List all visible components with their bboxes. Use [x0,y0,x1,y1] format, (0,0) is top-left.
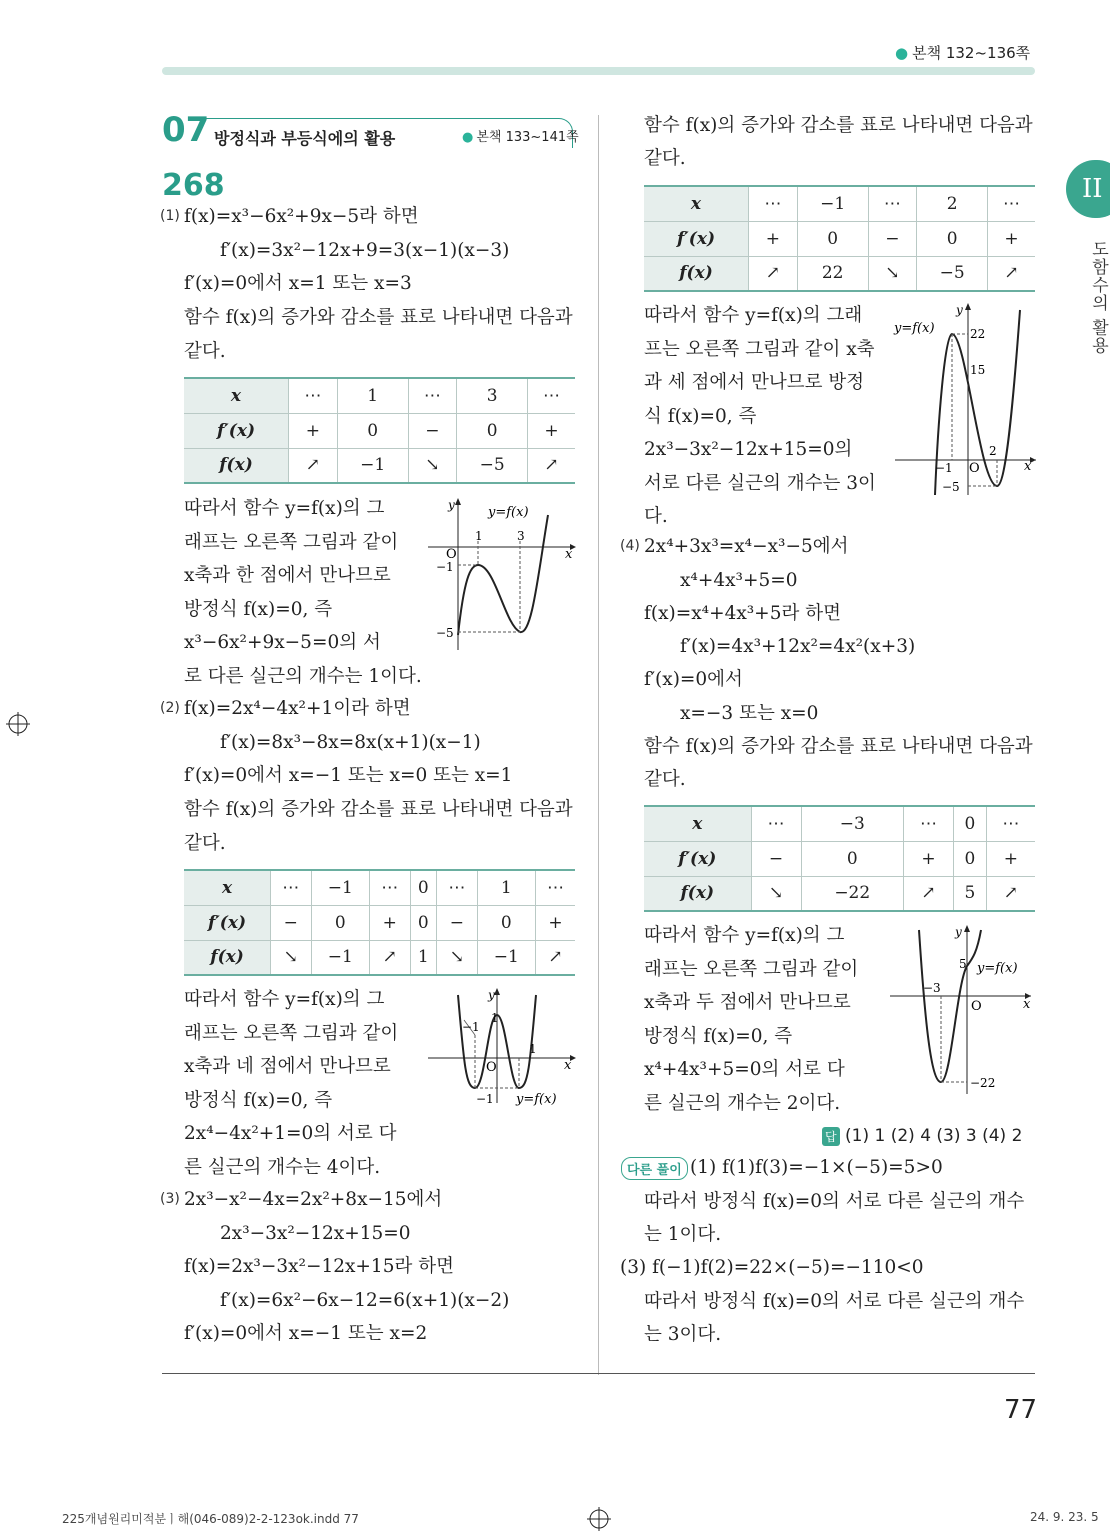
graph-1-x-label: x [565,547,573,562]
footer-date: 24. 9. 23. 5 [1030,1510,1099,1524]
text-line: x=−3 또는 x=0 [680,703,819,724]
text-line: 함수 f(x)의 증가와 감소를 표로 나타내면 다음과 [644,736,1033,757]
footer-file: 225개념원리미적분ㅣ해(046-089)2-2-123ok.indd 77 [62,1512,359,1526]
text-line: 따라서 함수 y=f(x)의 그래 [644,305,863,326]
table-cell: ↗ [986,876,1035,911]
text-line: 같다. [644,769,686,790]
table-cell: ↗ [528,448,576,483]
table-row [184,378,575,413]
table-cell: −5 [457,448,528,483]
column-divider [598,115,599,1375]
text-line: 래프는 오른쪽 그림과 같이 [184,531,399,553]
text-line: 방정식 f(x)=0, 즉 [184,598,333,620]
table-cell: + [370,905,410,940]
graph-3-tick-15: 15 [970,363,986,377]
graph-1-tick-m1: −1 [436,560,454,574]
table-cell: −1 [311,870,370,905]
table-cell: ⋯ [437,870,477,905]
text-line: 식 f(x)=0, 즉 [644,405,757,427]
variation-table-4 [644,805,1035,912]
chapter-label: 도함수의 활용 [1088,240,1108,355]
table-cell: ⋯ [408,378,457,413]
table-cell: − [437,905,477,940]
table-cell: ⋯ [988,186,1036,221]
table-row [184,940,575,975]
table-cell: + [749,221,798,256]
graph-2-label-1: 1 [491,1011,499,1025]
text-line: 함수 f(x)의 증가와 감소를 표로 나타내면 다음과 [184,799,573,820]
table-cell: −5 [917,256,988,291]
part-4-label: (4) [620,538,640,554]
table-cell: ⋯ [528,378,576,413]
table-row-header: f′(x) [184,905,271,940]
section-reference: ● 본책 133~141쪽 [462,130,579,145]
text-line: x³−6x²+9x−5=0의 서 [184,632,381,653]
table-cell: 0 [457,413,528,448]
text-line: 서로 다른 실근의 개수는 3이 [644,472,876,494]
table-cell: ↘ [437,940,477,975]
graph-3-fn-label: y=f(x) [894,321,935,336]
table-cell: 0 [797,221,868,256]
table-cell: + [528,413,576,448]
registration-mark-icon [6,712,30,736]
table-cell: −1 [337,448,408,483]
text-line: f′(x)=8x³−8x=8x(x+1)(x−1) [220,732,481,753]
text-line: f(x)=x⁴+4x³+5라 하면 [644,603,841,624]
alt-solution-badge: 다른 풀이 [621,1157,688,1180]
table-cell: ⋯ [751,806,801,841]
graph-4-fn-label: y=f(x) [977,961,1018,976]
text-line: 2x⁴+3x³=x⁴−x³−5에서 [644,536,849,557]
table-cell: ⋯ [749,186,798,221]
graph-4 [885,922,1035,1097]
text-line: 따라서 함수 y=f(x)의 그 [644,925,845,946]
table-row [184,870,575,905]
text-line: 래프는 오른쪽 그림과 같이 [184,1022,399,1044]
table-cell: 2 [917,186,988,221]
graph-2-y-label: y [488,988,495,1002]
answer-line [822,1126,1022,1146]
table-row-header: f(x) [644,256,749,291]
table-cell: ↘ [408,448,457,483]
graph-1-tick-1: 1 [475,529,483,543]
graph-4-origin: O [971,999,982,1014]
graph-1-tick-m5: −5 [436,626,454,640]
text-line: x축과 두 점에서 만나므로 [644,992,851,1013]
table-cell: 1 [410,940,437,975]
table-cell: ⋯ [536,870,575,905]
table-cell: −3 [801,806,903,841]
text-line: 함수 f(x)의 증가와 감소를 표로 나타내면 다음과 [644,115,1033,136]
text-line: 른 실근의 개수는 2이다. [644,1092,841,1114]
table-row-header: f(x) [184,940,271,975]
text-line: f′(x)=4x³+12x²=4x²(x+3) [680,636,916,657]
text-line: 래프는 오른쪽 그림과 같이 [644,958,859,980]
graph-1-tick-3: 3 [517,529,525,543]
table-cell: ↗ [988,256,1036,291]
part-2-label: (2) [160,700,180,716]
text-line: f′(x)=0에서 x=1 또는 x=3 [184,273,412,294]
table-cell: 1 [477,870,536,905]
table-cell: 3 [457,378,528,413]
graph-2-tick-m1: −1 [476,1092,494,1106]
header-reference: ● 본책 132~136쪽 [895,44,1031,62]
table-cell: − [408,413,457,448]
text-line: f′(x)=0에서 x=−1 또는 x=0 또는 x=1 [184,765,513,786]
table-cell: − [271,905,311,940]
graph-1 [420,495,580,655]
text-line: (1) f(1)f(3)=−1×(−5)=5>0 [690,1157,943,1178]
text-line: 2x⁴−4x²+1=0의 서로 다 [184,1123,397,1144]
table-cell: + [988,221,1036,256]
table-row [184,905,575,940]
table-cell: ↗ [904,876,954,911]
table-cell: −22 [801,876,903,911]
graph-2-x-label: x [564,1058,572,1073]
text-line: 같다. [644,148,686,169]
text-line: 는 1이다. [644,1224,722,1245]
table-row [644,221,1035,256]
answer-text: (1) 1 (2) 4 (3) 3 (4) 2 [845,1126,1023,1146]
table-row [644,256,1035,291]
graph-3-tick-m1: −1 [935,461,953,475]
graph-3-tick-2: 2 [989,444,997,458]
table-row-header: x [184,870,271,905]
table-cell: 0 [477,905,536,940]
variation-table-3 [644,185,1035,292]
text-line: f′(x)=6x²−6x−12=6(x+1)(x−2) [220,1290,510,1311]
text-line: 2x³−x²−4x=2x²+8x−15에서 [184,1189,443,1210]
table-cell: 0 [917,221,988,256]
section-number: 07 [162,110,210,150]
table-cell: 5 [954,876,987,911]
graph-4-tick-m3: −3 [923,981,941,995]
part-1-label: (1) [160,208,180,224]
graph-2-origin: O [486,1060,497,1075]
text-line: 프는 오른쪽 그림과 같이 x축 [644,338,875,360]
table-cell: + [986,841,1035,876]
text-line: 방정식 f(x)=0, 즉 [184,1089,333,1111]
table-cell: 1 [337,378,408,413]
graph-3-origin: O [969,461,980,476]
text-line: 따라서 함수 y=f(x)의 그 [184,989,385,1010]
table-row [184,413,575,448]
table-row-header: x [644,186,749,221]
table-row-header: x [644,806,751,841]
table-cell: 0 [801,841,903,876]
table-cell: ↗ [536,940,575,975]
table-cell: −1 [311,940,370,975]
text-line: 른 실근의 개수는 4이다. [184,1156,381,1178]
graph-3-tick-22: 22 [970,327,986,341]
text-line: f(x)=x³−6x²+9x−5라 하면 [184,206,419,227]
table-cell: ↘ [751,876,801,911]
text-line: 같다. [184,833,226,854]
table-row-header: f(x) [184,448,289,483]
page-number: 77 [1004,1395,1038,1425]
text-line: 과 세 점에서 만나므로 방정 [644,372,865,393]
bottom-rule [162,1373,1035,1374]
table-row [644,876,1035,911]
text-line: 따라서 함수 y=f(x)의 그 [184,498,385,519]
text-line: x축과 네 점에서 만나므로 [184,1056,391,1077]
table-cell: + [536,905,575,940]
text-line: x축과 한 점에서 만나므로 [184,565,391,586]
graph-3-y-label: y [956,303,963,317]
text-line: 2x³−3x²−12x+15=0 [220,1223,411,1244]
text-line: 방정식 f(x)=0, 즉 [644,1025,793,1047]
table-cell: − [868,221,917,256]
text-line: x⁴+4x³+5=0의 서로 다 [644,1059,845,1080]
graph-1-y-label: y [448,498,455,512]
graph-4-tick-5: 5 [959,957,967,971]
table-cell: ↗ [749,256,798,291]
graph-2-fn-label: y=f(x) [516,1092,557,1107]
graph-2 [420,985,580,1110]
table-cell: − [751,841,801,876]
text-line: 따라서 방정식 f(x)=0의 서로 다른 실근의 개수 [644,1291,1025,1312]
table-cell: −1 [797,186,868,221]
graph-3-tick-m5: −5 [942,480,960,494]
graph-1-fn-label: y=f(x) [488,505,529,520]
table-row [644,806,1035,841]
table-row-header: f′(x) [644,841,751,876]
table-row-header: f′(x) [184,413,289,448]
table-row [644,841,1035,876]
header-bar [162,67,1035,75]
graph-2-label-m1: −1 [462,1020,480,1034]
table-row-header: x [184,378,289,413]
graph-3-x-label: x [1024,459,1032,474]
text-line: f′(x)=0에서 [644,669,743,690]
table-cell: −1 [477,940,536,975]
table-cell: 0 [954,806,987,841]
table-cell: ↗ [289,448,338,483]
table-cell: 22 [797,256,868,291]
text-line: 따라서 방정식 f(x)=0의 서로 다른 실근의 개수 [644,1191,1025,1212]
table-cell: ↘ [868,256,917,291]
problem-number: 268 [162,168,225,203]
table-row [184,448,575,483]
table-cell: ↗ [370,940,410,975]
table-cell: ⋯ [289,378,338,413]
text-line: 같다. [184,341,226,362]
variation-table-1 [184,377,575,484]
text-line: 다. [644,506,668,527]
table-cell: + [289,413,338,448]
table-row-header: f(x) [644,876,751,911]
variation-table-2 [184,869,575,976]
registration-mark-icon [587,1507,611,1531]
text-line: f′(x)=3x²−12x+9=3(x−1)(x−3) [220,240,510,261]
table-cell: 0 [410,870,437,905]
graph-4-tick-m22: −22 [970,1076,996,1090]
chapter-tab: II [1066,160,1110,218]
table-cell: ⋯ [904,806,954,841]
part-3-label: (3) [160,1191,180,1207]
answer-badge: 답 [822,1127,840,1146]
table-cell: + [904,841,954,876]
table-cell: ⋯ [370,870,410,905]
table-cell: ⋯ [271,870,311,905]
graph-4-y-label: y [955,925,962,939]
table-cell: 0 [410,905,437,940]
text-line: (3) f(−1)f(2)=22×(−5)=−110<0 [620,1257,924,1278]
graph-4-x-label: x [1023,997,1031,1012]
table-cell: ↘ [271,940,311,975]
graph-2-tick-1: 1 [529,1042,537,1056]
text-line: f(x)=2x⁴−4x²+1이라 하면 [184,698,411,719]
text-line: 는 3이다. [644,1324,722,1345]
text-line: 로 다른 실근의 개수는 1이다. [184,665,422,687]
table-row [644,186,1035,221]
table-cell: ⋯ [986,806,1035,841]
table-cell: 0 [954,841,987,876]
table-cell: ⋯ [868,186,917,221]
section-title: 방정식과 부등식에의 활용 [214,129,396,148]
text-line: 2x³−3x²−12x+15=0의 [644,439,853,460]
graph-1-origin: O [446,547,457,562]
table-row-header: f′(x) [644,221,749,256]
text-line: f′(x)=0에서 x=−1 또는 x=2 [184,1323,428,1344]
text-line: x⁴+4x³+5=0 [680,570,798,591]
table-cell: 0 [337,413,408,448]
graph-3 [890,300,1040,500]
table-cell: 0 [311,905,370,940]
text-line: 함수 f(x)의 증가와 감소를 표로 나타내면 다음과 [184,307,573,328]
text-line: f(x)=2x³−3x²−12x+15라 하면 [184,1256,454,1277]
